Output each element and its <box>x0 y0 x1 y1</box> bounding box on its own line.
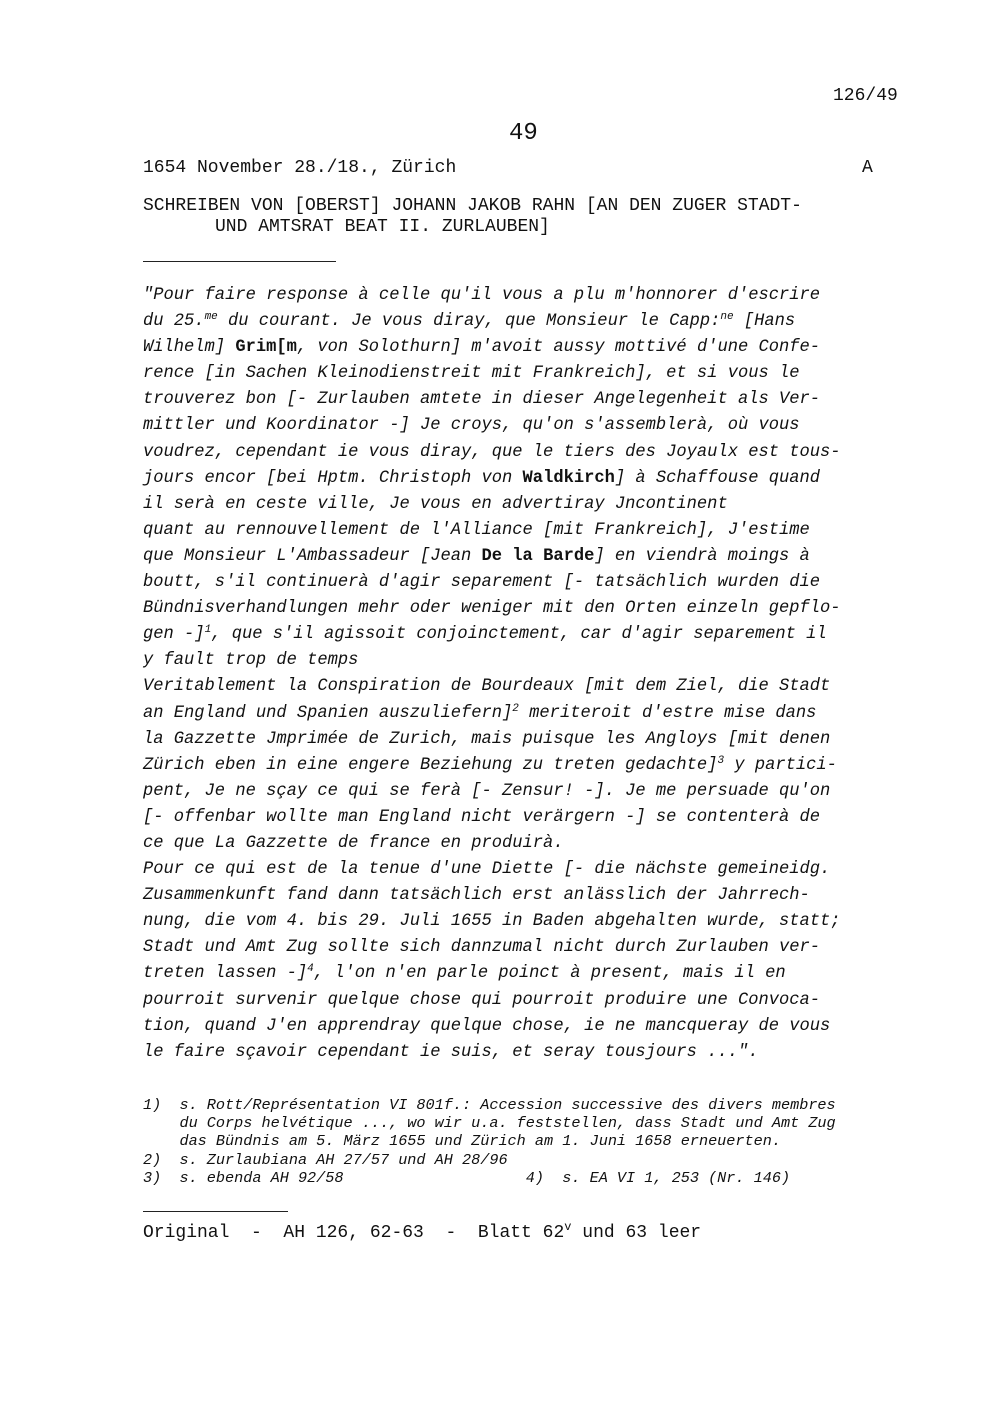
person-name-grimm: Grim[m <box>235 338 297 358</box>
letter-body <box>143 283 923 1066</box>
title-line-2: UND AMTSRAT BEAT II. ZURLAUBEN] <box>215 217 550 237</box>
footnote-ref: 1 <box>204 624 212 637</box>
title-line-1: SCHREIBEN VON [OBERST] JOHANN JAKOB RAHN [AN DEN ZUGER STADT- <box>143 196 802 216</box>
body-line: Wilhelm] Grim[m, von Solothurn] m'avoit aussy mottivé d'une Confe- <box>143 338 821 358</box>
document-number: 49 <box>509 120 538 147</box>
footnote-divider <box>143 1211 288 1212</box>
body-line: Pour ce qui est de la tenue d'une Diette [- die nächste gemeineidg. <box>143 860 831 880</box>
footnote-line: du Corps helvétique ..., wo wir u.a. feststellen, dass Stadt und Amt Zug <box>143 1114 836 1133</box>
body-line: nung, die vom 4. bis 29. Juli 1655 in Baden abgehalten wurde, statt; <box>143 912 841 932</box>
body-line: Stadt und Amt Zug sollte sich dannzumal nicht durch Zurlauben ver- <box>143 938 821 958</box>
body-line: du 25.$^{me}$ du courant. Je vous diray, que Monsieur le Capp:$^{ne}$ [Hans <box>143 311 796 332</box>
body-line: treten lassen -]$^4$, l'on n'en parle poinct à present, mais il en <box>143 963 786 984</box>
body-line: boutt, s'il continuerà d'agir separement [- tatsächlich wurden die <box>143 573 821 593</box>
body-line: trouverez bon [- Zurlauben amtete in dieser Angelegenheit als Ver- <box>143 390 821 410</box>
body-line: an England und Spanien auszuliefern]$^2$ meriteroit d'estre mise dans <box>143 702 817 723</box>
body-line: "Pour faire response à celle qu'il vous a plu m'honnorer d'escrire <box>143 286 821 305</box>
body-line: il serà en ceste ville, Je vous en advertiray Jncontinent <box>143 494 728 514</box>
source-line: Original - AH 126, 62-63 - Blatt 62$^v$ und 63 leer <box>143 1220 702 1243</box>
footnote-line: 1) s. Rott/Représentation VI 801f.: Accession successive des divers membres <box>143 1096 836 1114</box>
body-line: Zürich eben in eine engere Beziehung zu treten gedachte]$^3$ y partici- <box>143 754 837 775</box>
body-line: [- offenbar wollte man England nicht verärgern -] se contenterà de <box>143 807 821 827</box>
body-line: gen -]$^1$, que s'il agissoit conjoinctement, car d'agir separement il <box>143 624 827 645</box>
footnote-line: 3) s. ebenda AH 92/58 4) s. EA VI 1, 253 (Nr. 146) <box>143 1168 791 1187</box>
footnote-line: 2) s. Zurlaubiana AH 27/57 und AH 28/96 <box>143 1150 508 1169</box>
body-line: la Gazzette Jmprimée de Zurich, mais puisque les Angloys [mit denen <box>143 729 831 749</box>
body-line: le faire sçavoir cependant ie suis, et seray tousjours ...". <box>143 1042 759 1062</box>
footnote-ref: 3 <box>717 754 725 767</box>
body-line: Veritablement la Conspiration de Bourdeaux [mit dem Ziel, die Stadt <box>143 677 831 697</box>
footnote-ref: 2 <box>512 702 519 715</box>
body-line: mittler und Koordinator -] Je croys, qu'on s'assemblerà, où vous <box>143 416 800 436</box>
body-line: rence [in Sachen Kleinodienstreit mit Frankreich], et si vous le <box>143 364 800 384</box>
body-line: y fault trop de temps <box>143 651 359 671</box>
body-line: voudrez, cependant ie vous diray, que le tiers des Joyaulx est tous- <box>143 442 841 462</box>
body-line: jours encor [bei Hptm. Christoph von Waldkirch] à Schaffouse quand <box>143 468 821 488</box>
footnote-line: das Bündnis am 5. März 1655 und Zürich am 1. Juni 1658 erneuerten. <box>143 1132 781 1151</box>
person-name-waldkirch: Waldkirch <box>522 468 615 488</box>
person-name-de-la-barde: De la Barde <box>481 546 595 566</box>
body-line: pourroit survenir quelque chose qui pourroit produire une Convoca- <box>143 990 821 1010</box>
body-line: Bündnisverhandlungen mehr oder weniger mit den Orten einzeln gepflo- <box>143 599 841 619</box>
body-line: pent, Je ne sçay ce qui se ferà [- Zensur! -]. Je me persuade qu'on <box>143 781 831 801</box>
body-line: que Monsieur L'Ambassadeur [Jean De la Barde] en viendrà moings à <box>143 546 810 566</box>
body-line: Zusammenkunft fand dann tatsächlich erst anlässlich der Jahrrech- <box>143 886 810 906</box>
title-divider <box>143 261 336 262</box>
archive-reference: 126/49 <box>833 86 898 106</box>
document-letter: A <box>862 158 873 178</box>
body-line: tion, quand J'en apprendray quelque chose, ie ne mancqueray de vous <box>143 1016 831 1036</box>
footnote-ref: 4 <box>307 963 314 976</box>
body-line: ce que La Gazzette de france en produirà. <box>143 833 564 853</box>
footnotes <box>143 1096 943 1187</box>
date-place-line: 1654 November 28./18., Zürich <box>143 158 457 178</box>
body-line: quant au rennouvellement de l'Alliance [mit Frankreich], J'estime <box>143 520 810 540</box>
